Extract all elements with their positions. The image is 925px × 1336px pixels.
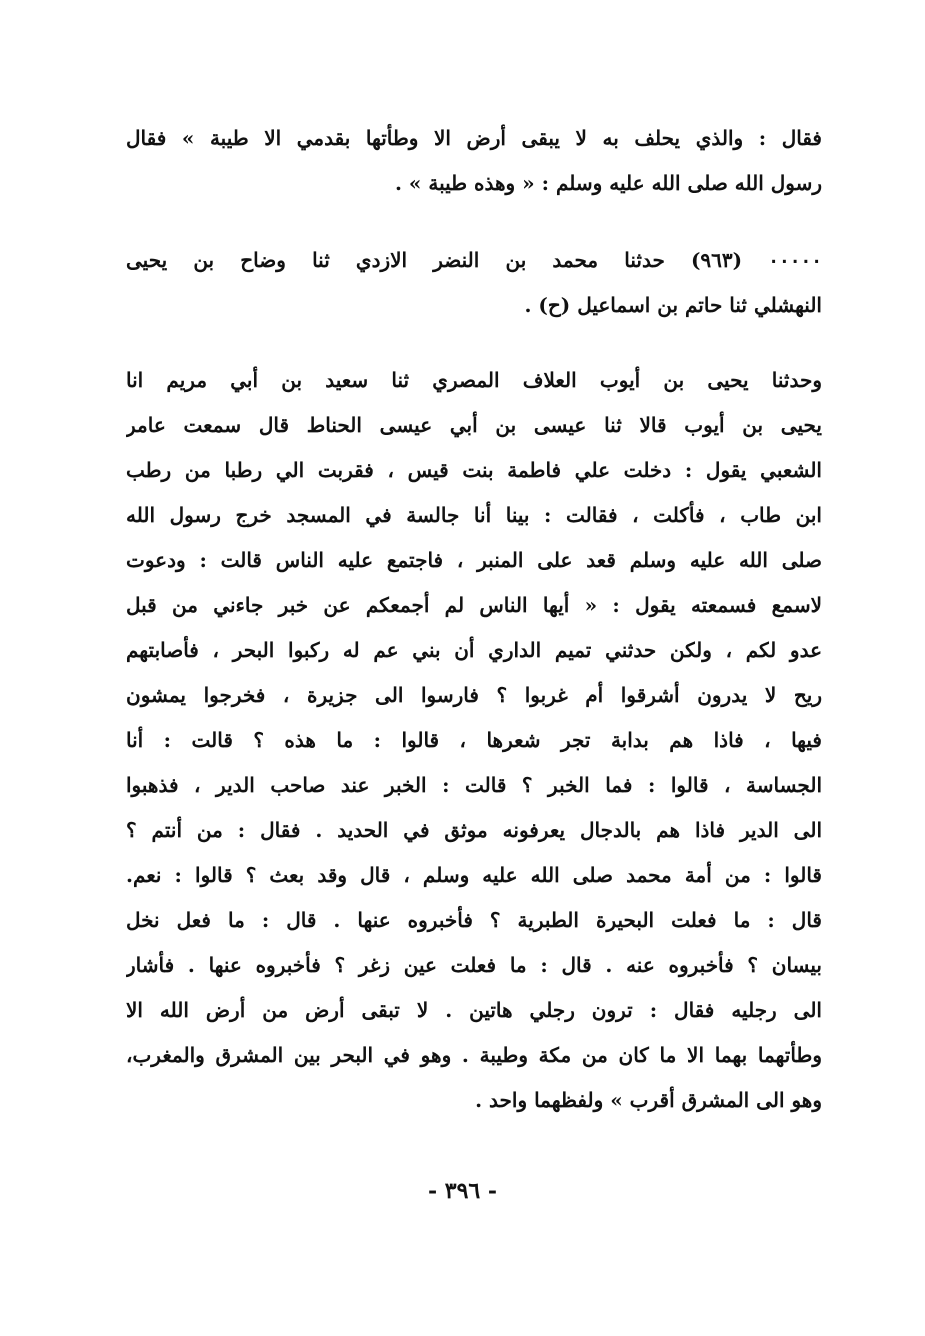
text-line: بيسان ؟ فأخبروه عنه . قال : ما فعلت عين زغر ؟ فأخبروه عنها . فأشار	[126, 953, 822, 977]
page-number: - ٣٩٦ -	[427, 1178, 498, 1204]
text-line: يحيى بن أيوب قالا ثنا عيسى بن أبي عيسى الحناط قال سمعت عامر	[126, 413, 822, 437]
text-line: ٠٠٠٠٠ (٩٦٣) حدثنا محمد بن النضر الازدي ثنا وضاح بن يحيى	[126, 248, 822, 272]
text-line: الجساسة ، قالوا : فما الخبر ؟ قالت : الخبر عند صاحب الدير ، فذهبوا	[126, 773, 822, 797]
text-line: صلى الله عليه وسلم قعد على المنبر ، فاجتمع عليه الناس قالت : ودعوت	[126, 548, 822, 572]
text-line: ريح لا يدرون أشرقوا أم غربوا ؟ فارسوا الى جزيرة ، فخرجوا يمشون	[126, 683, 822, 707]
text-line: قال : ما فعلت البحيرة الطبرية ؟ فأخبروه عنها . قال : ما فعل نخل	[126, 908, 822, 932]
text-line: عدو لكم ، ولكن حدثني تميم الداري أن بني عم له ركبوا البحر ، فأصابتهم	[126, 638, 822, 662]
text-line: قالوا : من أمة محمد صلى الله عليه وسلم ، قال وقد بعث ؟ قالوا : نعم.	[126, 863, 822, 887]
text-line: الى الدير فاذا هم بالدجال يعرفونه موثق في الحديد . فقال : من أنتم ؟	[126, 818, 822, 842]
text-line: وطأتهما بهما الا ما كان من مكة وطيبة . وهو في البحر بين المشرق والمغرب،	[126, 1043, 822, 1067]
text-line: فيها ، فاذا هم بدابة تجر شعرها ، قالوا : ما هذه ؟ قالت : أنا	[126, 728, 822, 752]
text-line: وهو الى المشرق أقرب » ولفظهما واحد .	[475, 1088, 822, 1112]
text-line: فقال : والذي يحلف به لا يبقى أرض الا وطأتها بقدمي الا طيبة » فقال	[126, 126, 822, 150]
text-line: النهشلي ثنا حاتم بن اسماعيل (ح) .	[524, 293, 822, 317]
paragraph-3	[126, 358, 822, 1123]
text-line: رسول الله صلى الله عليه وسلم : « وهذه طيبة » .	[394, 171, 822, 195]
text-line: لاسمع فسمعته يقول : « أيها الناس لم أجمعكم عن خبر جاءني من قبل	[126, 593, 822, 617]
paragraph-1	[126, 116, 822, 206]
text-line: الشعبي يقول : دخلت علي فاطمة بنت قيس ، فقربت الي رطبا من رطب	[126, 458, 822, 482]
text-line: ابن طاب ، فأكلت ، فقالت : بينا أنا جالسة في المسجد خرج رسول الله	[126, 503, 822, 527]
text-line: وحدثنا يحيى بن أيوب العلاف المصري ثنا سعيد بن أبي مريم انا	[126, 368, 822, 392]
paragraph-2	[126, 238, 822, 328]
text-line: الى رجليه فقال : ترون رجلي هاتين . لا تبقى أرض من أرض الله الا	[126, 998, 822, 1022]
